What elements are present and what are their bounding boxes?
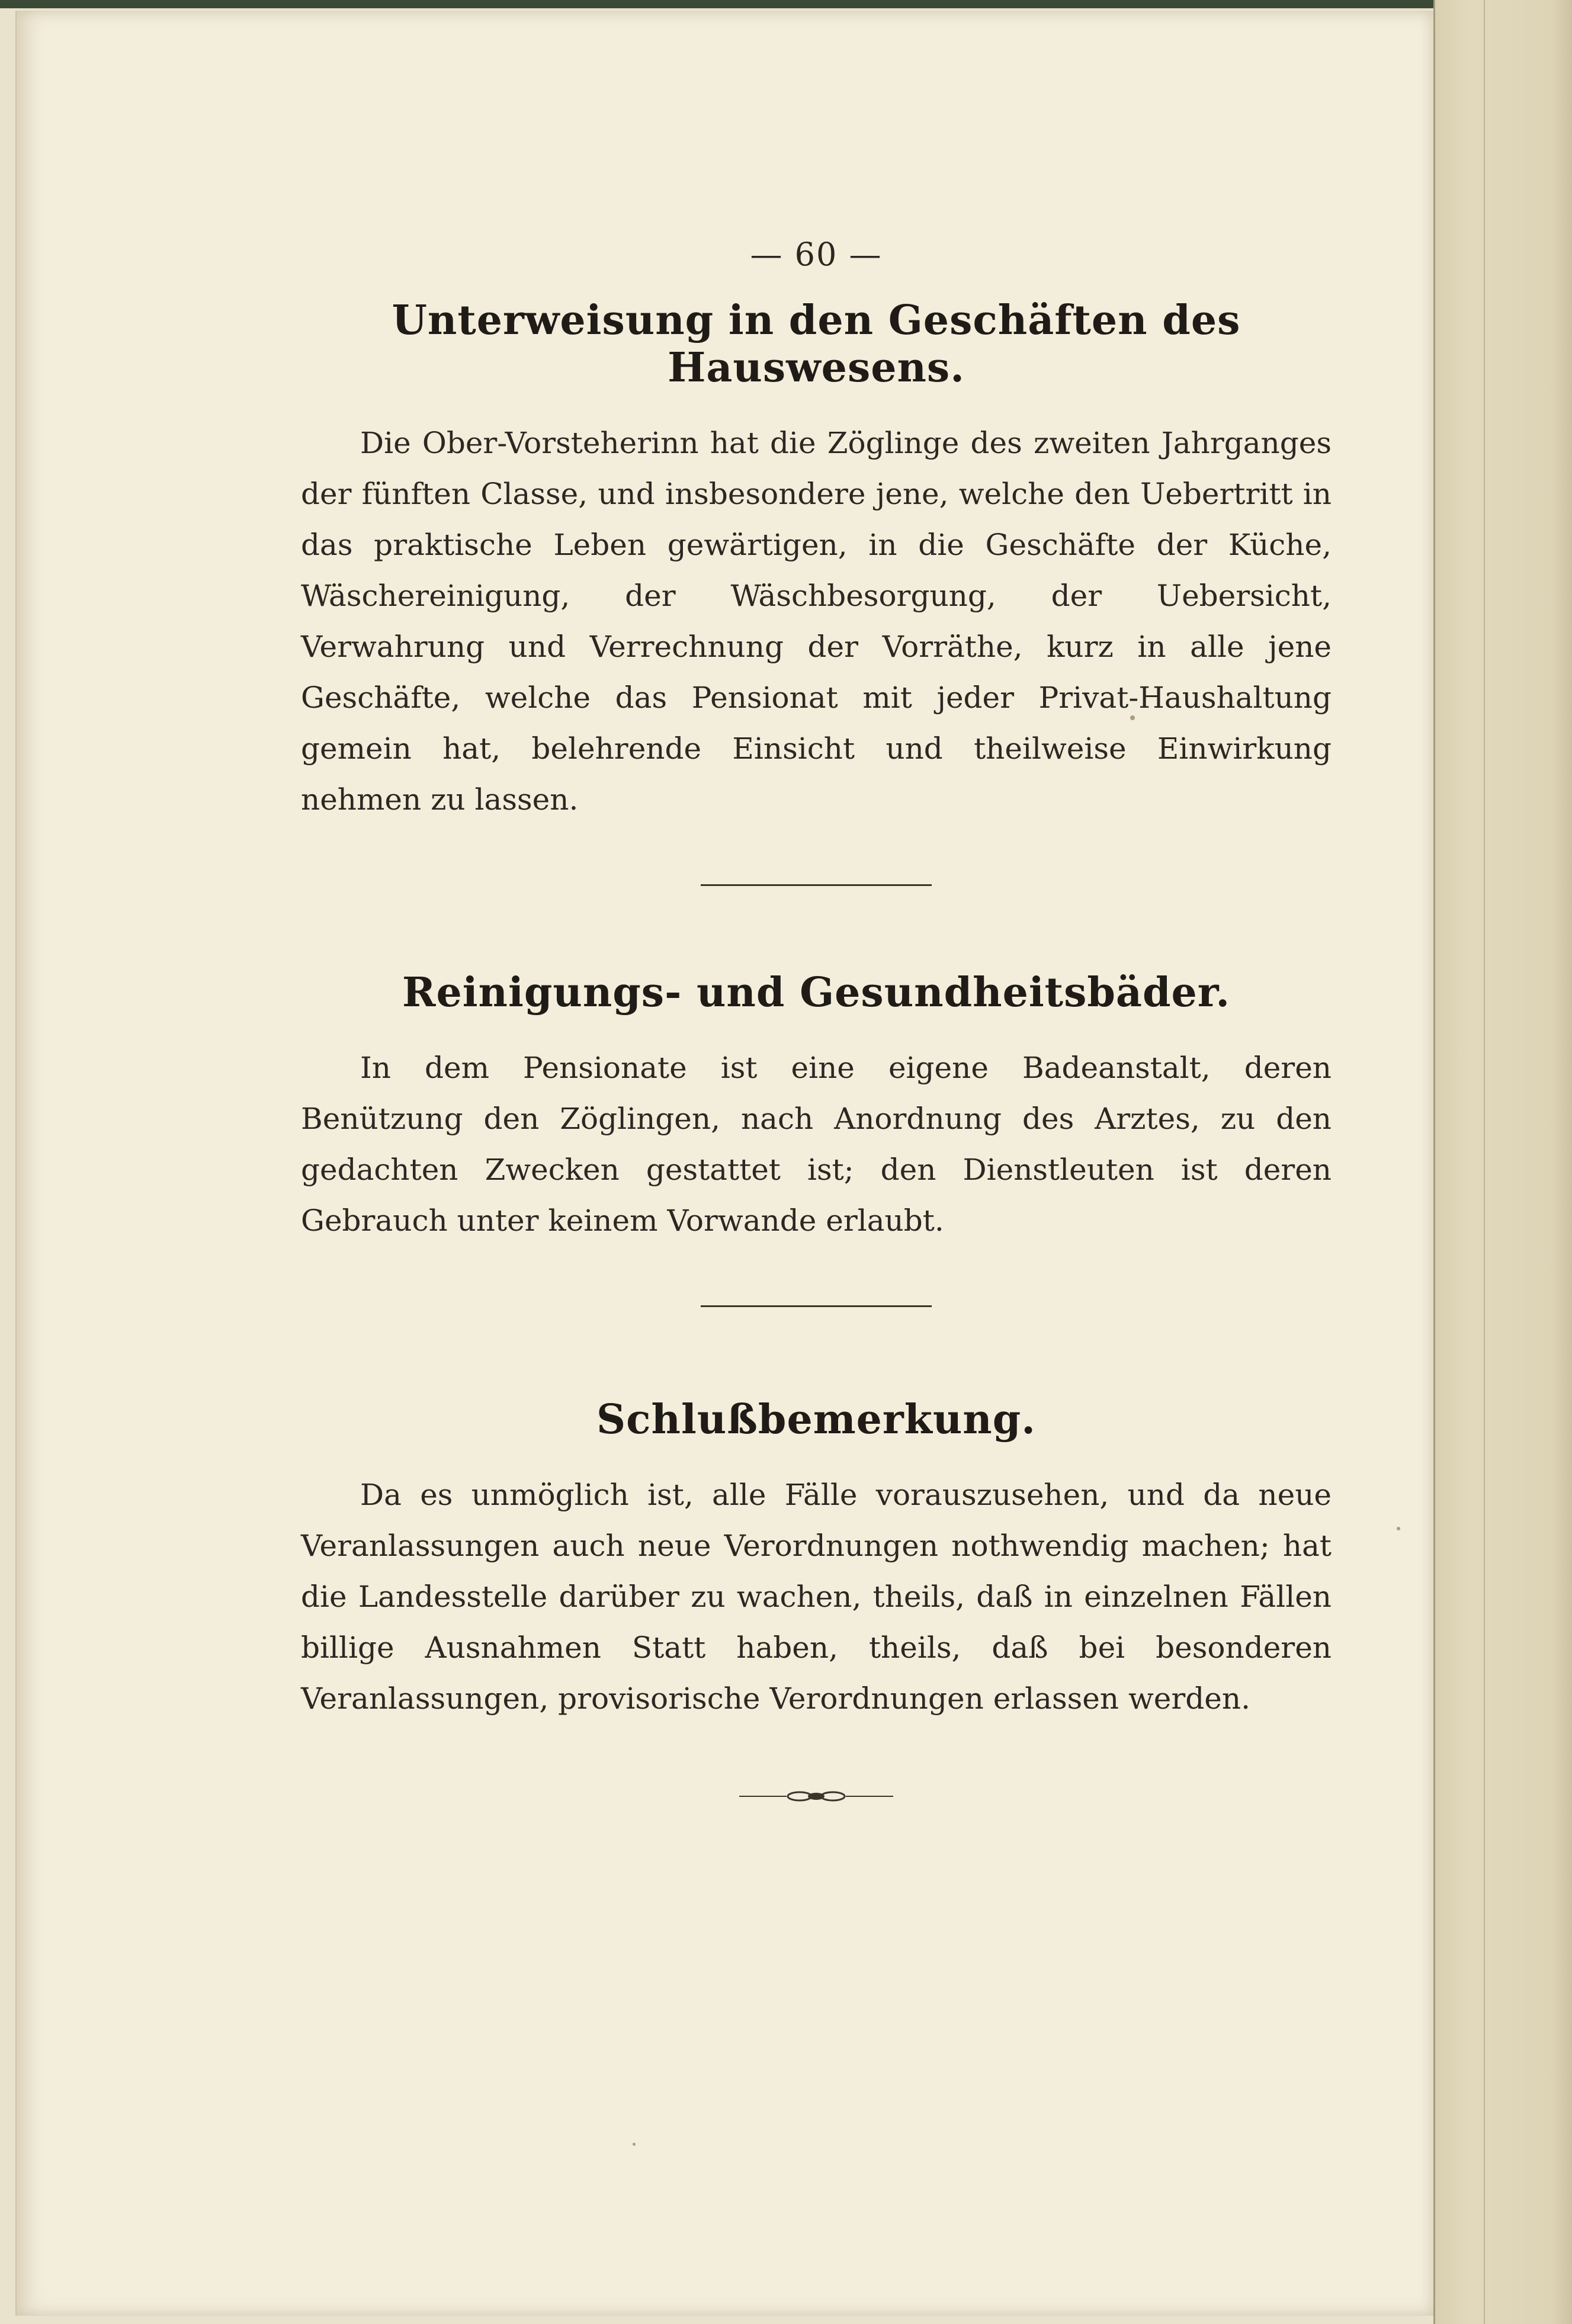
section-heading-schlussbemerkung: Schlußbemerkung. [596,1396,1036,1443]
page-stack-edge [1433,0,1572,2324]
page-edge-line-inner [1484,0,1485,2324]
book-cover-edge [0,0,1572,8]
section-body-baeder: In dem Pensionate ist eine eigene Badeanstalt, deren Benützung den Zöglingen, nach Anordnung des Arztes, zu den gedachten Zwecken gestattet ist; den Dienstleuten ist deren Gebrauch unter keinem Vorwande erlaubt. [301,1051,1332,1238]
section-body-hauswesen: Die Ober-Vorsteherinn hat die Zöglinge des zweiten Jahrganges der fünften Classe, und insbesondere jene, welche den Uebertritt in das praktische Leben gewärtigen, in die Geschäfte der Küche, Wäschereinigung, der Wäschbesorgung, der Uebersicht, Verwahrung und Verrechnung der Vorräthe, kurz in alle jene Geschäfte, welche das Pensionat mit jeder Privat-Haushaltung gemein hat, belehrende Einsicht und theilweise Einwirkung nehmen zu lassen. [301,426,1332,817]
paper-speck [1397,1527,1400,1530]
page-number: — 60 — [750,236,883,273]
section-body-schlussbemerkung: Da es unmöglich ist, alle Fälle vorauszusehen, und da neue Veranlassungen auch neue Verordnungen nothwendig machen; hat die Landesstelle darüber zu wachen, theils, daß in einzelnen Fällen billige Ausnahmen Statt haben, theils, daß bei besonderen Veranlassungen, provisorische Verordnungen erlassen werden. [301,1478,1332,1716]
section-divider [701,1305,932,1307]
page-content [301,236,1332,1803]
section-heading-baeder: Reinigungs- und Gesundheitsbäder. [402,969,1231,1016]
end-ornament-icon [739,1789,893,1803]
paper-speck [633,2143,636,2146]
book-page [15,11,1433,2316]
section-divider [701,884,932,886]
section-heading-hauswesen: Unterweisung in den Geschäften des Hauswesens. [392,297,1241,391]
page-edge-line [1433,0,1435,2324]
